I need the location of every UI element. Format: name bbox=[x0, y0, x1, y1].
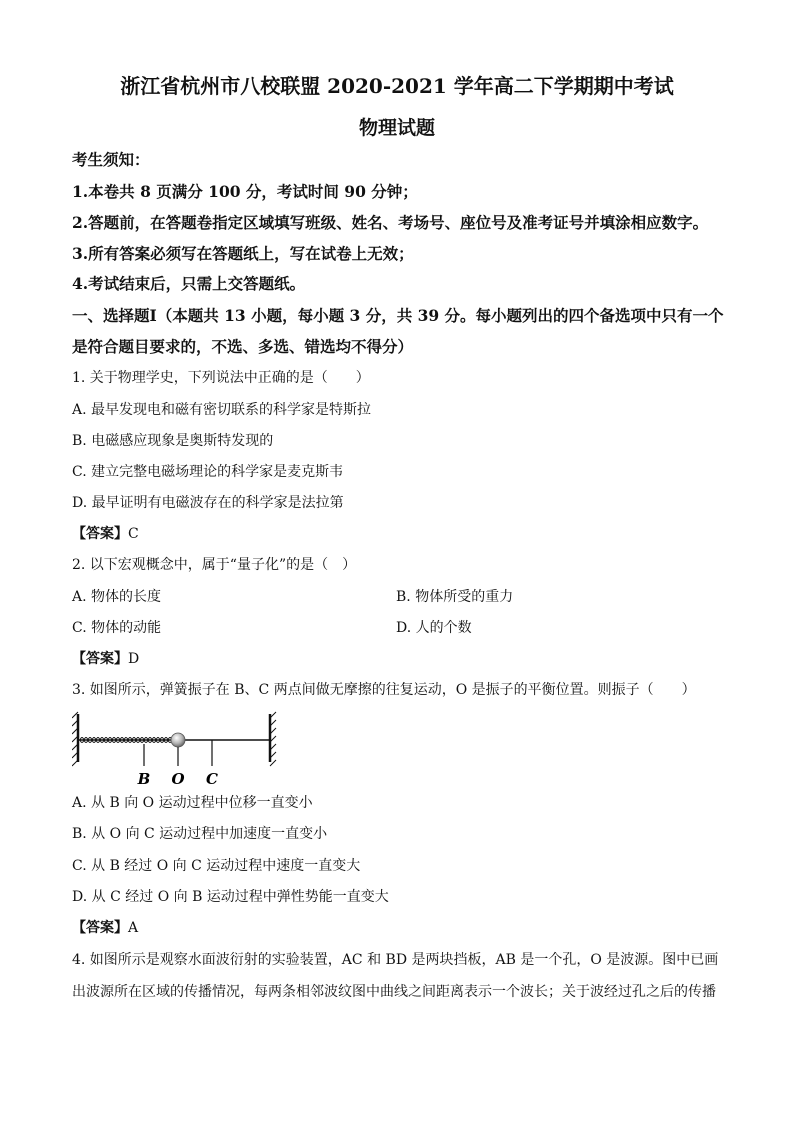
label-o: O bbox=[171, 770, 185, 788]
question-1-option: A. 最早发现电和磁有密切联系的科学家是特斯拉 bbox=[72, 402, 372, 418]
exam-subtitle: 物理试题 bbox=[358, 117, 435, 139]
question-2-option: D. 人的个数 bbox=[396, 620, 472, 636]
notice-item: 2.答题前，在答题卷指定区域填写班级、姓名、考场号、座位号及准考证号并填涂相应数字。 bbox=[72, 213, 709, 232]
section-heading: 一、选择题Ⅰ（本题共 13 小题，每小题 3 分，共 39 分。每小题列出的四个备选项中只有一个 bbox=[72, 306, 724, 325]
label-c: C bbox=[206, 770, 218, 788]
notice-item: 3.所有答案必须写在答题纸上，写在试卷上无效； bbox=[72, 244, 414, 263]
answer-tag: 【答案】 bbox=[72, 920, 128, 936]
exam-title: 浙江省杭州市八校联盟 2020-2021 学年高二下学期期中考试 bbox=[120, 74, 674, 98]
answer-value: C bbox=[128, 526, 139, 542]
answer-value: A bbox=[128, 920, 139, 936]
question-2-answer bbox=[72, 649, 139, 669]
question-3-stem: 3. 如图所示，弹簧振子在 B、C 两点间做无摩擦的往复运动，O 是振子的平衡位置。则振子（ ） bbox=[72, 682, 696, 698]
question-4-stem-cont: 出波源所在区域的传播情况，每两条相邻波纹图中曲线之间距离表示一个波长；关于波经过孔之后的传播 bbox=[72, 984, 716, 1000]
answer-value: D bbox=[128, 651, 140, 667]
question-3-option: A. 从 B 向 O 运动过程中位移一直变小 bbox=[72, 795, 313, 811]
notice-item: 1.本卷共 8 页满分 100 分，考试时间 90 分钟； bbox=[72, 182, 418, 201]
label-b: B bbox=[137, 770, 151, 788]
question-4-stem: 4. 如图所示是观察水面波衍射的实验装置，AC 和 BD 是两块挡板，AB 是一个孔，O 是波源。图中已画 bbox=[72, 952, 719, 968]
left-wall bbox=[72, 712, 78, 766]
notice-heading: 考生须知： bbox=[72, 150, 150, 169]
spring-oscillator-figure bbox=[72, 710, 292, 790]
question-3-answer bbox=[72, 918, 138, 938]
question-2-option: C. 物体的动能 bbox=[72, 620, 162, 636]
question-3-option: D. 从 C 经过 O 向 B 运动过程中弹性势能一直变大 bbox=[72, 889, 389, 905]
oscillator-ball bbox=[171, 733, 185, 747]
notice-item: 4.考试结束后，只需上交答题纸。 bbox=[72, 274, 306, 293]
question-2-option: B. 物体所受的重力 bbox=[396, 589, 514, 605]
section-heading-cont: 是符合题目要求的，不选、多选、错选均不得分） bbox=[72, 337, 414, 356]
question-3-option: C. 从 B 经过 O 向 C 运动过程中速度一直变大 bbox=[72, 858, 361, 874]
question-1-stem: 1. 关于物理学史，下列说法中正确的是（ ） bbox=[72, 370, 370, 386]
question-1-option: D. 最早证明有电磁波存在的科学家是法拉第 bbox=[72, 495, 344, 511]
right-wall bbox=[270, 712, 276, 766]
question-3-option: B. 从 O 向 C 运动过程中加速度一直变小 bbox=[72, 826, 328, 842]
question-2-option: A. 物体的长度 bbox=[72, 589, 162, 605]
answer-tag: 【答案】 bbox=[72, 651, 128, 667]
answer-tag: 【答案】 bbox=[72, 526, 128, 542]
question-1-answer bbox=[72, 524, 139, 544]
question-2-stem: 2. 以下宏观概念中，属于“量子化”的是（ ） bbox=[72, 557, 357, 573]
question-1-option: C. 建立完整电磁场理论的科学家是麦克斯韦 bbox=[72, 464, 344, 480]
question-1-option: B. 电磁感应现象是奥斯特发现的 bbox=[72, 433, 274, 449]
